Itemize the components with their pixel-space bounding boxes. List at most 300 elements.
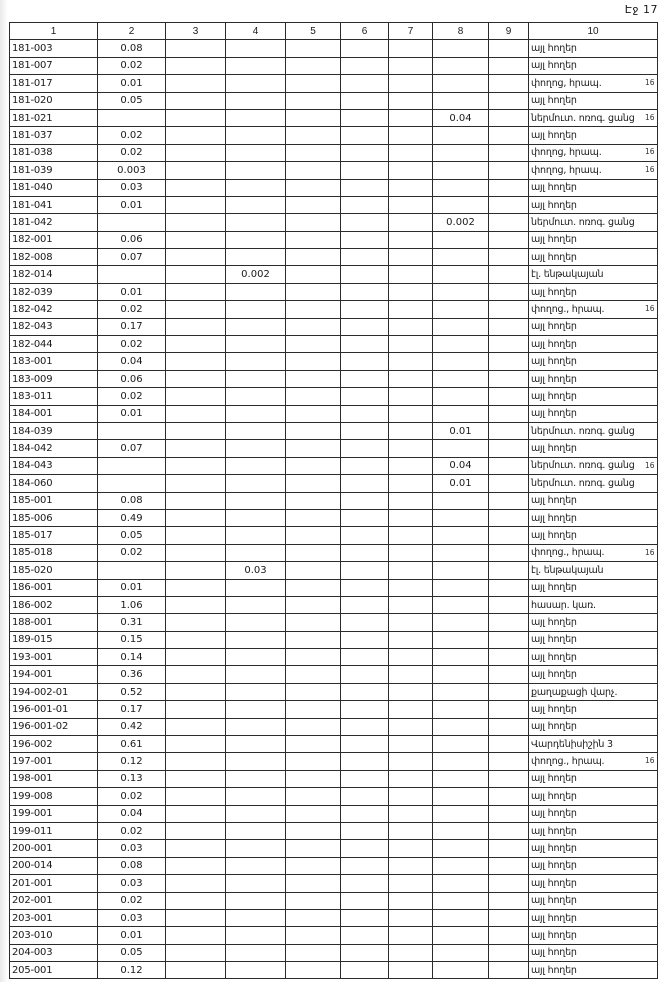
cell-note: այլ հողեր: [529, 944, 658, 961]
cell-col3: [166, 370, 226, 387]
cell-note: ներմուտ. ոռոգ. ցանց: [529, 109, 658, 126]
cell-col7: [389, 544, 433, 561]
cell-col5: [286, 962, 341, 979]
table-row: [10, 683, 658, 700]
cell-code: 193-001: [10, 649, 98, 666]
cell-note: փողոց, հրապ.: [529, 162, 658, 179]
cell-col7: [389, 736, 433, 753]
cell-note: այլ հողեր: [529, 909, 658, 926]
cell-col2: 0.03: [98, 179, 166, 196]
cell-note: այլ հողեր: [529, 179, 658, 196]
cell-col6: [341, 422, 389, 439]
table-row: [10, 509, 658, 526]
cell-col6: [341, 892, 389, 909]
margin-mark: 16: [645, 77, 655, 87]
cell-col4: [226, 805, 286, 822]
cell-col9: [489, 92, 529, 109]
cell-col9: [489, 75, 529, 92]
cell-col5: [286, 283, 341, 300]
cell-col7: [389, 422, 433, 439]
column-header-7: 7: [389, 23, 433, 40]
cell-col5: [286, 144, 341, 161]
margin-mark: 16: [645, 112, 655, 122]
column-header-3: 3: [166, 23, 226, 40]
cell-col7: [389, 649, 433, 666]
cell-col4: [226, 301, 286, 318]
cell-col9: [489, 736, 529, 753]
cell-col8: [433, 353, 489, 370]
cell-col3: [166, 892, 226, 909]
cell-col7: [389, 857, 433, 874]
cell-code: 199-008: [10, 788, 98, 805]
cell-col9: [489, 457, 529, 474]
cell-col6: [341, 231, 389, 248]
cell-col4: [226, 249, 286, 266]
cell-col6: [341, 475, 389, 492]
cell-col8: 0.01: [433, 422, 489, 439]
margin-mark: 16: [645, 164, 655, 174]
cell-col3: [166, 718, 226, 735]
cell-col8: [433, 631, 489, 648]
cell-col5: [286, 336, 341, 353]
cell-col6: [341, 144, 389, 161]
cell-code: 204-003: [10, 944, 98, 961]
cell-col6: [341, 353, 389, 370]
cell-col4: [226, 214, 286, 231]
cell-col8: [433, 75, 489, 92]
cell-col8: [433, 440, 489, 457]
cell-col7: [389, 127, 433, 144]
cell-col7: [389, 109, 433, 126]
cell-col3: [166, 179, 226, 196]
cell-col7: [389, 631, 433, 648]
table-row: [10, 266, 658, 283]
cell-col2: 0.05: [98, 944, 166, 961]
table-row: [10, 336, 658, 353]
cell-col5: [286, 405, 341, 422]
cell-code: 199-001: [10, 805, 98, 822]
cell-col3: [166, 822, 226, 839]
cell-col6: [341, 736, 389, 753]
table-row: [10, 840, 658, 857]
cell-col7: [389, 283, 433, 300]
margin-mark: 16: [645, 147, 655, 157]
table-row: [10, 422, 658, 439]
cell-col6: [341, 544, 389, 561]
table-row: [10, 475, 658, 492]
cell-note: Վարդենիսիշին 3: [529, 736, 658, 753]
table-row: [10, 596, 658, 613]
margin-mark: 16: [645, 304, 655, 313]
cell-col9: [489, 649, 529, 666]
cell-code: 181-040: [10, 179, 98, 196]
cell-col3: [166, 109, 226, 126]
cell-col6: [341, 770, 389, 787]
cell-col7: [389, 596, 433, 613]
cell-col7: [389, 718, 433, 735]
cell-col8: [433, 805, 489, 822]
cell-col8: [433, 788, 489, 805]
table-row: [10, 179, 658, 196]
cell-col5: [286, 492, 341, 509]
cell-code: 181-038: [10, 144, 98, 161]
cell-code: 205-001: [10, 962, 98, 979]
cell-col5: [286, 666, 341, 683]
cell-col7: [389, 92, 433, 109]
cell-col6: [341, 214, 389, 231]
land-registry-table: [9, 22, 658, 979]
cell-col5: [286, 318, 341, 335]
cell-col8: [433, 649, 489, 666]
cell-note: փողոց, հրապ.: [529, 144, 658, 161]
cell-col9: [489, 822, 529, 839]
cell-col6: [341, 631, 389, 648]
cell-col5: [286, 736, 341, 753]
cell-col4: [226, 788, 286, 805]
cell-col3: [166, 770, 226, 787]
cell-col7: [389, 614, 433, 631]
table-row: [10, 214, 658, 231]
table-row: [10, 249, 658, 266]
cell-note: այլ հողեր: [529, 492, 658, 509]
cell-col9: [489, 892, 529, 909]
cell-col4: [226, 336, 286, 353]
cell-col2: 0.49: [98, 509, 166, 526]
cell-col5: [286, 944, 341, 961]
cell-col3: [166, 214, 226, 231]
cell-code: 184-060: [10, 475, 98, 492]
cell-col8: 0.01: [433, 475, 489, 492]
cell-col3: [166, 962, 226, 979]
cell-col3: [166, 457, 226, 474]
cell-col6: [341, 509, 389, 526]
cell-col4: [226, 162, 286, 179]
cell-col4: [226, 649, 286, 666]
cell-col6: [341, 596, 389, 613]
cell-col4: 0.002: [226, 266, 286, 283]
cell-note: ներմուտ. ոռոգ. ցանց: [529, 422, 658, 439]
cell-col8: [433, 283, 489, 300]
cell-code: 182-001: [10, 231, 98, 248]
cell-col6: [341, 405, 389, 422]
cell-col7: [389, 266, 433, 283]
cell-col4: [226, 840, 286, 857]
cell-col6: [341, 162, 389, 179]
cell-col8: [433, 718, 489, 735]
cell-col6: [341, 370, 389, 387]
cell-code: 181-007: [10, 57, 98, 74]
table-row: [10, 962, 658, 979]
margin-mark: 16: [645, 547, 655, 557]
cell-col3: [166, 75, 226, 92]
cell-code: 202-001: [10, 892, 98, 909]
cell-col7: [389, 805, 433, 822]
cell-col2: [98, 475, 166, 492]
cell-code: 181-020: [10, 92, 98, 109]
cell-col8: 0.002: [433, 214, 489, 231]
cell-col9: [489, 127, 529, 144]
cell-col7: [389, 196, 433, 213]
table-row: [10, 144, 658, 161]
cell-col2: 0.01: [98, 405, 166, 422]
table-row: [10, 527, 658, 544]
cell-col6: [341, 75, 389, 92]
cell-col2: 0.02: [98, 57, 166, 74]
cell-col5: [286, 249, 341, 266]
cell-note: այլ հողեր: [529, 875, 658, 892]
cell-col9: [489, 962, 529, 979]
cell-col6: [341, 927, 389, 944]
cell-col3: [166, 249, 226, 266]
column-header-9: 9: [489, 23, 529, 40]
cell-note: այլ հողեր: [529, 822, 658, 839]
cell-note: էլ. ենթակայան: [529, 562, 658, 579]
cell-col3: [166, 805, 226, 822]
margin-mark: 16: [645, 756, 655, 766]
cell-col2: 0.02: [98, 127, 166, 144]
cell-code: 181-003: [10, 40, 98, 57]
cell-code: 200-014: [10, 857, 98, 874]
table-row: [10, 196, 658, 213]
cell-col3: [166, 405, 226, 422]
cell-col8: [433, 962, 489, 979]
cell-col5: [286, 822, 341, 839]
cell-col7: [389, 527, 433, 544]
cell-col4: [226, 40, 286, 57]
cell-code: 199-011: [10, 822, 98, 839]
cell-col7: [389, 962, 433, 979]
cell-col5: [286, 788, 341, 805]
cell-col4: [226, 701, 286, 718]
cell-col3: [166, 875, 226, 892]
cell-col5: [286, 231, 341, 248]
cell-col7: [389, 301, 433, 318]
cell-col7: [389, 475, 433, 492]
cell-col9: [489, 179, 529, 196]
cell-col5: [286, 718, 341, 735]
cell-col2: 0.02: [98, 301, 166, 318]
cell-note: այլ հողեր: [529, 318, 658, 335]
cell-col8: [433, 770, 489, 787]
table-row: [10, 822, 658, 839]
cell-col9: [489, 788, 529, 805]
table-row: [10, 109, 658, 126]
cell-col3: [166, 301, 226, 318]
table-row: [10, 231, 658, 248]
cell-note: այլ հողեր: [529, 353, 658, 370]
cell-col9: [489, 544, 529, 561]
cell-col3: [166, 736, 226, 753]
cell-col6: [341, 614, 389, 631]
cell-col4: [226, 544, 286, 561]
cell-col6: [341, 40, 389, 57]
cell-col2: 0.07: [98, 440, 166, 457]
cell-col7: [389, 492, 433, 509]
cell-note: այլ հողեր: [529, 579, 658, 596]
cell-col9: [489, 683, 529, 700]
cell-col2: 0.15: [98, 631, 166, 648]
cell-col5: [286, 196, 341, 213]
cell-col6: [341, 805, 389, 822]
cell-code: 184-042: [10, 440, 98, 457]
table-row: [10, 440, 658, 457]
cell-col2: 0.04: [98, 353, 166, 370]
cell-col8: [433, 405, 489, 422]
cell-code: 182-042: [10, 301, 98, 318]
cell-col2: 0.52: [98, 683, 166, 700]
cell-col4: [226, 509, 286, 526]
cell-col6: [341, 109, 389, 126]
cell-col9: [489, 405, 529, 422]
cell-col8: [433, 909, 489, 926]
cell-col6: [341, 57, 389, 74]
cell-col9: [489, 840, 529, 857]
column-header-10: 10: [529, 23, 658, 40]
cell-note: էլ. ենթակայան: [529, 266, 658, 283]
cell-note: այլ հողեր: [529, 718, 658, 735]
cell-col4: [226, 75, 286, 92]
cell-col6: [341, 666, 389, 683]
cell-col8: [433, 144, 489, 161]
cell-col8: [433, 840, 489, 857]
cell-col6: [341, 249, 389, 266]
cell-col2: [98, 109, 166, 126]
table-row: [10, 127, 658, 144]
cell-col4: [226, 196, 286, 213]
cell-col4: [226, 405, 286, 422]
cell-col2: [98, 266, 166, 283]
cell-col8: [433, 527, 489, 544]
cell-col8: [433, 753, 489, 770]
cell-code: 196-001-02: [10, 718, 98, 735]
table-row: [10, 370, 658, 387]
cell-code: 183-001: [10, 353, 98, 370]
cell-col7: [389, 388, 433, 405]
cell-col3: [166, 492, 226, 509]
cell-code: 186-002: [10, 596, 98, 613]
cell-code: 183-009: [10, 370, 98, 387]
cell-col7: [389, 179, 433, 196]
cell-col7: [389, 579, 433, 596]
cell-note: այլ հողեր: [529, 614, 658, 631]
cell-col4: [226, 944, 286, 961]
cell-col2: 0.36: [98, 666, 166, 683]
cell-code: 181-041: [10, 196, 98, 213]
cell-col6: [341, 283, 389, 300]
cell-note: այլ հողեր: [529, 701, 658, 718]
cell-col6: [341, 944, 389, 961]
cell-col2: 0.06: [98, 370, 166, 387]
cell-col3: [166, 40, 226, 57]
cell-col9: [489, 370, 529, 387]
cell-col9: [489, 336, 529, 353]
cell-code: 185-006: [10, 509, 98, 526]
cell-col8: [433, 875, 489, 892]
cell-note: այլ հողեր: [529, 805, 658, 822]
cell-col4: [226, 57, 286, 74]
cell-col3: [166, 283, 226, 300]
cell-note: փողոց., հրապ.: [529, 301, 658, 318]
scan-edge-shading: [0, 0, 8, 982]
cell-col6: [341, 492, 389, 509]
cell-col9: [489, 875, 529, 892]
cell-col2: 0.01: [98, 75, 166, 92]
table-row: [10, 579, 658, 596]
cell-col9: [489, 631, 529, 648]
cell-col4: [226, 631, 286, 648]
cell-col3: [166, 422, 226, 439]
cell-col3: [166, 596, 226, 613]
cell-code: 183-011: [10, 388, 98, 405]
cell-col2: 1.06: [98, 596, 166, 613]
cell-col9: [489, 770, 529, 787]
cell-col3: [166, 562, 226, 579]
cell-col3: [166, 440, 226, 457]
table-row: [10, 544, 658, 561]
cell-code: 181-039: [10, 162, 98, 179]
cell-col6: [341, 318, 389, 335]
cell-col6: [341, 92, 389, 109]
cell-col6: [341, 822, 389, 839]
cell-code: 197-001: [10, 753, 98, 770]
cell-col9: [489, 718, 529, 735]
cell-col2: 0.05: [98, 92, 166, 109]
cell-col4: [226, 927, 286, 944]
table-row: [10, 666, 658, 683]
cell-col8: [433, 822, 489, 839]
cell-col8: [433, 562, 489, 579]
cell-col4: [226, 753, 286, 770]
cell-col9: [489, 753, 529, 770]
cell-col7: [389, 249, 433, 266]
cell-col8: [433, 579, 489, 596]
cell-note: այլ հողեր: [529, 770, 658, 787]
table-row: [10, 649, 658, 666]
cell-code: 182-039: [10, 283, 98, 300]
cell-col2: 0.02: [98, 336, 166, 353]
cell-col6: [341, 840, 389, 857]
cell-col6: [341, 336, 389, 353]
cell-col9: [489, 196, 529, 213]
cell-col5: [286, 683, 341, 700]
cell-col2: [98, 457, 166, 474]
cell-col6: [341, 388, 389, 405]
cell-col9: [489, 701, 529, 718]
cell-col4: [226, 736, 286, 753]
cell-col4: [226, 440, 286, 457]
table-row: [10, 857, 658, 874]
cell-note: այլ հողեր: [529, 666, 658, 683]
cell-code: 181-042: [10, 214, 98, 231]
cell-col2: 0.42: [98, 718, 166, 735]
cell-col3: [166, 944, 226, 961]
cell-col3: [166, 701, 226, 718]
cell-col9: [489, 422, 529, 439]
cell-code: 185-001: [10, 492, 98, 509]
cell-col9: [489, 40, 529, 57]
cell-col9: [489, 805, 529, 822]
cell-col5: [286, 840, 341, 857]
cell-col4: [226, 892, 286, 909]
cell-col7: [389, 822, 433, 839]
cell-col4: [226, 875, 286, 892]
cell-col9: [489, 440, 529, 457]
cell-col3: [166, 353, 226, 370]
cell-col9: [489, 509, 529, 526]
cell-col2: 0.02: [98, 544, 166, 561]
cell-col5: [286, 509, 341, 526]
cell-code: 200-001: [10, 840, 98, 857]
